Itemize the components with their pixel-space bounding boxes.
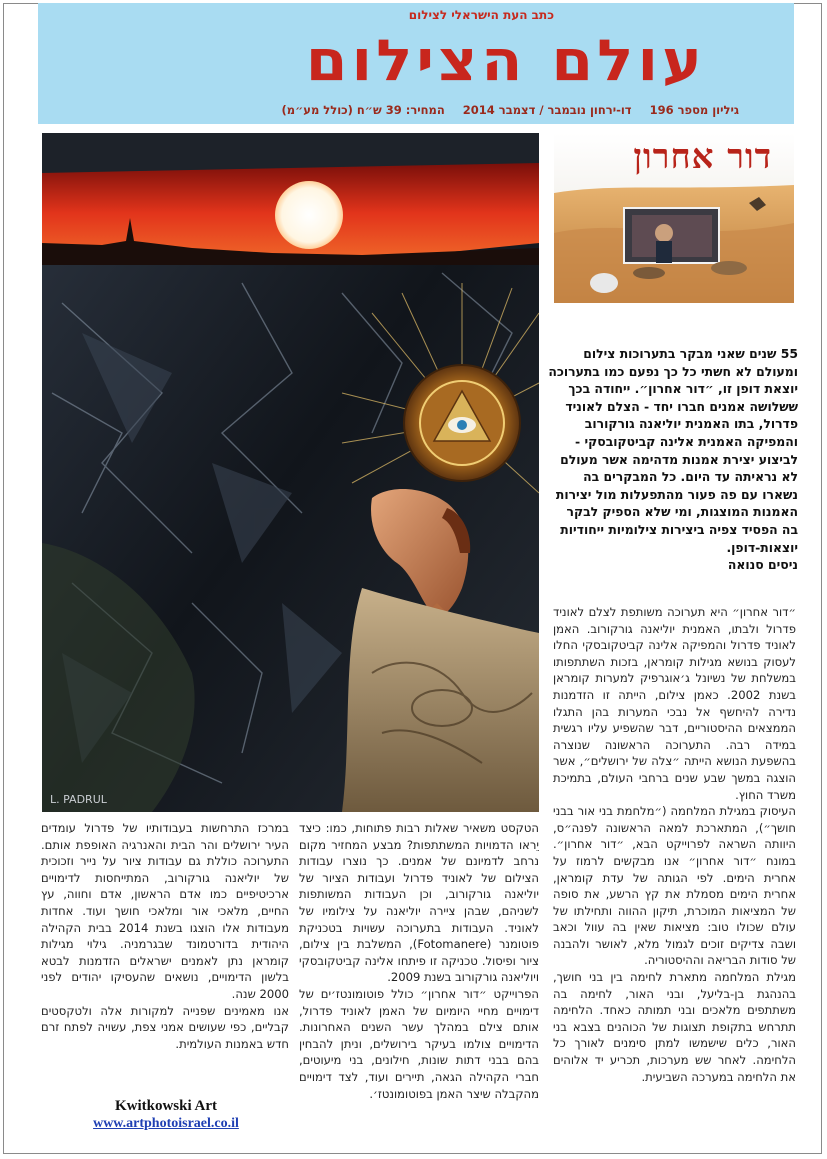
masthead-tagline: כתב העת הישראלי לצילום — [408, 8, 554, 22]
issue-dates: דו-ירחון נובמבר / דצמבר 2014 — [462, 103, 632, 117]
article-paragraph: אנו מאמינים שפנייה למקורות אלה ולטקסטים קבליים, כפי שעושים אמני צפת, עשויה לפתח זרם חדש באמנות העולמית. — [41, 1003, 289, 1051]
issue-line — [268, 103, 739, 117]
masthead — [38, 3, 794, 124]
article-paragraph: הטקסט משאיר שאלות רבות פתוחות, כמו: כיצד יֵראו הדמויות המשתתפות? מבצע המחזיר מקום נרחב לדמיונם של אמנים. כך נוצרו עבודות הצילום של לאוניד פדרול ועבודות הציור של יוליאנה גורקורוב, וכן העבודות המשותפות לשניהם, שבהן ציירה יוליאנה על צילומיו של לאוניד. העבודות בתערוכה עשויות בטכניקת פוטומנר (Fotomanere), המשלבת בין צילום, ציור ופיסול. טכניקה זו פיתחו אלינה קביטקובסקי ויוליאנה גורקורוב בשנת 2009. — [299, 821, 539, 985]
article-paragraph: העיסוק במגילת המלחמה (״מלחמת בני אור בבני חושך״), המתארכת למאה הראשונה לפנה״ס, היוותה השראה לפרוייקט הבא, ״דור אחרון״. במונח ״דור אחרון״ אנו מבקשים לרמוז על אחרית הימים. לפי הגותה של עדת קומראן, אחרית הימים מסמלת את קץ הרשע, את סופה של המציאות המוכרת, תיקון ההווה ותחילתו של עולם שכולו טוב: מציאות שאין בה עוול וכאב ושבה צדיקים זוכים לגמול מלא, לאושר ולהבנה של סודות הבריאה וההיסטוריה. — [553, 804, 796, 968]
article-column-3 — [41, 820, 289, 1052]
feature-title: דור אחרון — [633, 137, 772, 177]
issue-price: המחיר: 39 ש״ח (כולל מע״מ) — [281, 103, 445, 117]
credit-link[interactable]: www.artphotoisrael.co.il — [93, 1116, 239, 1131]
article-paragraph: במרכז התרחשות בעבודותיו של פדרול עומדים העיר ירושלים והר הבית והאנרגיה האופפת אותם. התערוכה כוללת גם עבודות ציור על נייר וזכוכית של יוליאנה גורקורוב, המתייחסות לדימויים ארכיטיפיים כמו אדם הראשון, אדם וחווה, עץ החיים, מלאכי אור ומלאכי חושך ועוד. אחדות מעבודות אלו הוצגו בשנת 2014 בבית הקהילה היהודית בדורטמונד שבגרמניה. גילוי מגילות קומראן נתן לאמנים ישראלים הזדמנות לבטא בלשון הדימויים, נושאים שהעסיקו יהודים לפני 2000 שנה. — [41, 821, 289, 1001]
lead-text: 55 שנים שאני מבקר בתערוכות צילום ומעולם לא חשתי כל כך נפעם כמו בתערוכה יוצאת דופן זו, ״דור אחרון״. ייחודה בכך ששלושה אמנים חברו יחד - הצלם לאוניד פדרול, בתו האמנית יוליאנה גורקורוב והמפיקה האמנית אלינה קביטקובסקי - לביצוע יצירת אמנות מדהימה אשר מעולם לא נראיתה עד היום. כל המבקרים בה נשארו עם פה פעור מהתפעלות מול יצירות האמנות המוצגות, ומי שלא הספיק לבקר בה הפסיד צפיה ביצירות צילומיות ייחודיות יוצאות-דופן. — [548, 346, 798, 555]
magazine-title: עולם הצילום — [305, 27, 706, 95]
article-column-1 — [553, 604, 796, 1085]
credit-name: Kwitkowski Art — [114, 1098, 218, 1114]
issue-number: גיליון מספר 196 — [649, 103, 739, 117]
artwork-signature: L. PADRUL — [50, 793, 107, 806]
article-column-2 — [299, 820, 539, 1102]
feature-title-box — [554, 133, 794, 303]
lead-paragraph — [548, 345, 798, 574]
credit-block — [42, 1098, 290, 1132]
article-paragraph: מגילת המלחמה מתארת לחימה בין בני חושך, בהנהגת בן-בליעל, ובני האור, לחימה בה משתתפים מלאכים ובני תמותה כאחד. הלחימה תתרחש בתקופת תצוגות של הכוהנים בצבא בני האור, כלים שישמשו למתן סימנים לאורך כל הלחימה. לאחר שש מערכות, תכריע יד אלוהים את הלחימה במערכה השביעית. — [553, 970, 796, 1084]
artwork-illustration — [42, 133, 539, 812]
lead-author: ניסים סנואה — [727, 557, 798, 573]
main-artwork — [42, 133, 539, 812]
article-paragraph: ״דור אחרון״ היא תערוכה משותפת לצלם לאוניד פדרול ולבתו, האמנית יוליאנה גורקורוב. האמן לאוניד פדרול והמפיקה אלינה קביטקובסקי החלו לעסוק בנושא מגילות קומראן, בזכות השתתפותו במשלחת של נשיונל ג׳אוגרפיק למערות קומראן בשנת 2002. כאמן צילום, הייתה זו הזדמנות נדירה להיחשף אל נבכי המערות בהן התגלו הממצאים ההיסטוריים, דבר שהשפיע עליו רגשית במידה רבה. התערוכה הראשונה שנוצרה בהשפעת הנושא הייתה ״צלה של ירושלים״, אשר הוצגה במשך שבע שנים ברחבי העולם, בתמיכת משרד החוץ. — [553, 605, 796, 802]
article-paragraph: הפרוייקט ״דור אחרון״ כולל פוטומונטז׳ים של דימויים מחיי היומיום של האמן לאוניד פדרול, אותם צילם במהלך עשר השנים האחרונות. הדימויים צולמו בעיקר בירושלים, וניתן להבחין בהם בבני דתות שונות, חילונים, בני מיעוטים, חברי הקהילה הגאה, תיירים ועוד, לצד דימויים מהקבלה שיצר האמן בפוטומונטז׳. — [299, 986, 539, 1101]
